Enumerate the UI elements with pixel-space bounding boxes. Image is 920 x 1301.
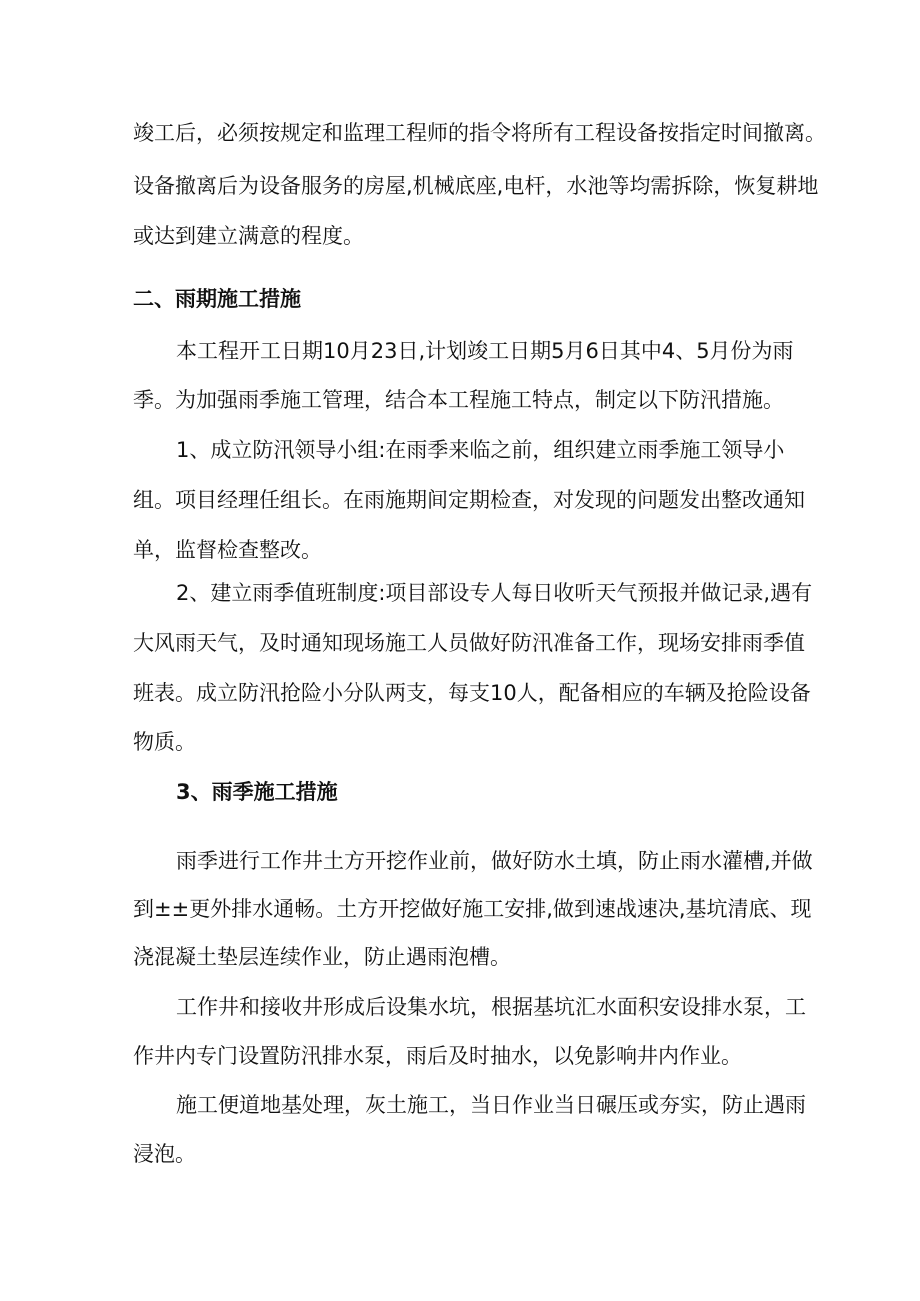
paragraph-2-line-1: 本工程开工日期10月23日,计划竣工日期5月6日其中4、5月份为雨 (176, 339, 794, 363)
paragraph-3-line-3: 单，监督检查整改。 (133, 538, 322, 562)
paragraph-7-line-2: 浸泡。 (133, 1142, 196, 1166)
paragraph-4-line-3: 班表。成立防汛抢险小分队两支，每支10人，配备相应的车辆及抢险设备 (133, 681, 811, 705)
paragraph-3-line-1: 1、成立防汛领导小组:在雨季来临之前，组织建立雨季施工领导小 (176, 438, 785, 462)
paragraph-5-line-1: 雨季进行工作井土方开挖作业前，做好防水土填，防止雨水灌槽,并做 (176, 849, 813, 873)
paragraph-1-line-3: 或达到建立满意的程度。 (133, 224, 364, 248)
paragraph-5-line-3: 浇混凝土垫层连续作业，防止遇雨泡槽。 (133, 945, 511, 969)
paragraph-6-line-1: 工作井和接收井形成后设集水坑，根据基坑汇水面积安设排水泵，工 (176, 995, 806, 1019)
paragraph-7-line-1: 施工便道地基处理，灰土施工，当日作业当日碾压或夯实，防止遇雨 (176, 1093, 806, 1117)
paragraph-1-line-2: 设备撤离后为设备服务的房屋,机械底座,电杆，水池等均需拆除，恢复耕地 (133, 174, 819, 198)
paragraph-6-line-2: 作井内专门设置防汛排水泵，雨后及时抽水，以免影响井内作业。 (133, 1044, 742, 1068)
paragraph-4-line-2: 大风雨天气，及时通知现场施工人员做好防汛准备工作，现场安排雨季值 (133, 631, 805, 655)
paragraph-2-line-2: 季。为加强雨季施工管理，结合本工程施工特点，制定以下防汛措施。 (133, 388, 784, 412)
section-heading-rainy-season: 二、雨期施工措施 (133, 287, 301, 311)
paragraph-3-line-2: 组。项目经理任组长。在雨施期间定期检查，对发现的问题发出整改通知 (133, 488, 805, 512)
paragraph-1-line-1: 竣工后，必须按规定和监理工程师的指令将所有工程设备按指定时间撤离。 (133, 121, 826, 145)
paragraph-5-line-2: 到±±更外排水通畅。土方开挖做好施工安排,做到速战速决,基坑清底、现 (133, 897, 812, 921)
subsection-heading-rainy-measures: 3、雨季施工措施 (176, 780, 338, 804)
paragraph-4-line-4: 物质。 (133, 730, 196, 754)
paragraph-4-line-1: 2、建立雨季值班制度:项目部设专人每日收听天气预报并做记录,遇有 (176, 581, 813, 605)
